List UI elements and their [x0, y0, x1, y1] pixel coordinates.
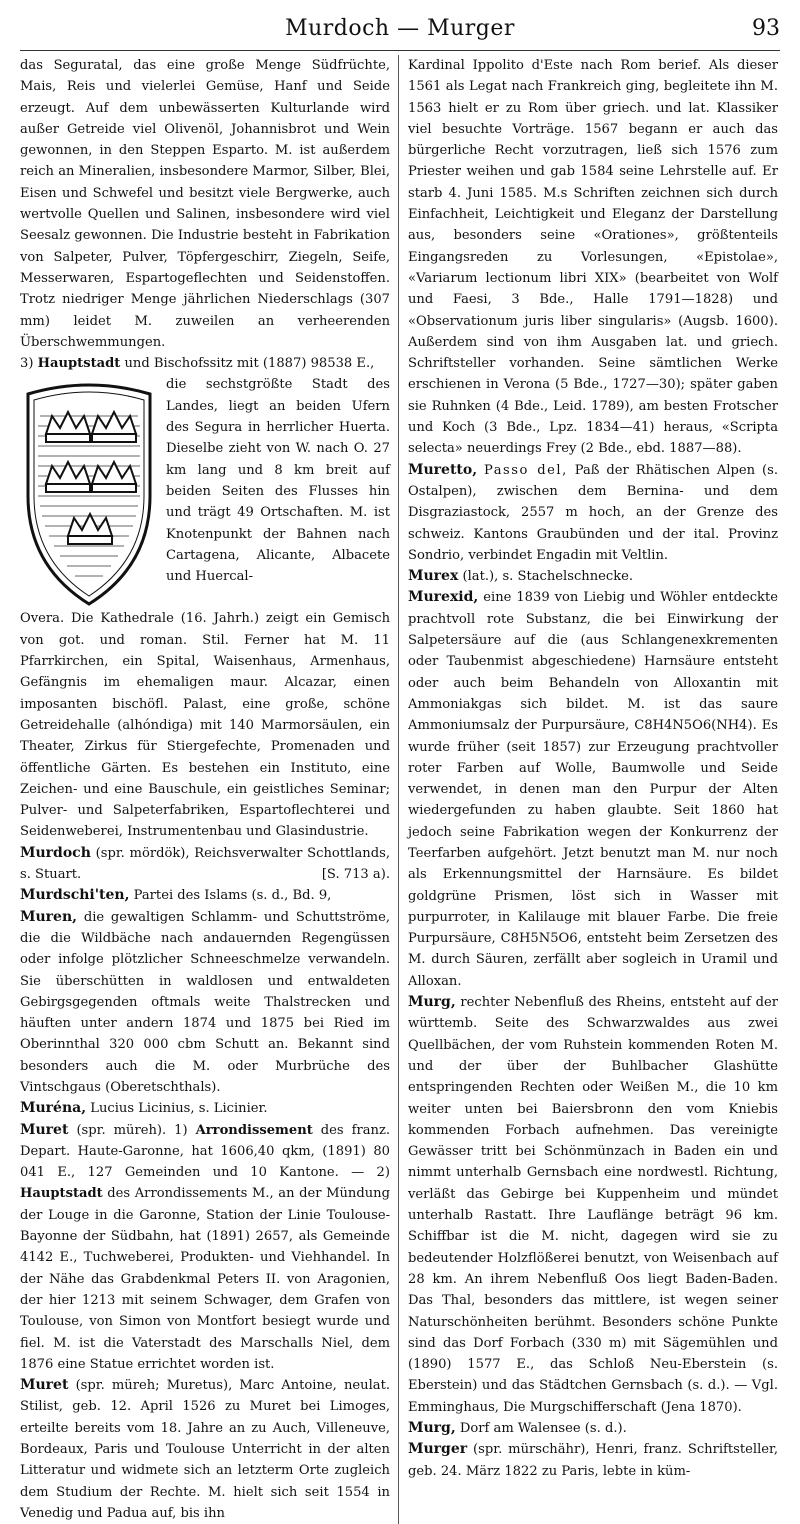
page-header — [20, 4, 780, 51]
entry-muret-2-cont: Kardinal Ippolito d'Este nach Rom berief. Als dieser 1561 als Legat nach Frankreich ging, begleitete ihn M. 1563 hielt er zu Rom über griech. und lat. Klassiker viel besuchte Vorträge. 1567 begann er auch das bürgerliche Recht vorzutragen, ließ sich 1576 zum Priester weihen und gab 1584 seine Lehrstelle auf. Er starb 4. Juni 1585. M.s Schriften zeichnen sich durch Einfachheit, Leichtigkeit und Eleganz der Darstellung aus, besonders seine «Orationes», größtenteils Eingangsreden zu Vorlesungen, «Epistolae», «Variarum lectionum libri XIX» (bearbeitet von Wolf und Faesi, 3 Bde., Halle 1791—1828) und «Observationum juris liber singularis» (Augsb. 1600). Außerdem sind von ihm Ausgaben lat. und griech. Schriftsteller vorhanden. Seine sämtlichen Werke erschienen in Verona (5 Bde., 1727—30); später gaben sie Ruhnken (4 Bde., Leid. 1789), am besten Frotscher und Koch (3 Bde., Lpz. 1834—41) heraus, «Scripta selecta» neuerdings Frey (2 Bde., ebd. 1887—88). — [408, 58, 778, 457]
entry-text: die sechstgrößte Stadt des Landes, liegt an beiden Ufern des Segura in herrlicher Huerta. Dieselbe zieht von W. nach O. 27 km lang und 8 km breit auf beiden Seiten des Flusses hin und trägt 49 Ortschaften. M. ist Knotenpunkt der Bahnen nach Cartagena, Alicante, Albacete und Huercal- — [166, 377, 390, 585]
headword: Murg, — [408, 994, 456, 1011]
entry-murger — [408, 1439, 778, 1482]
entry-murex — [408, 566, 778, 587]
subheading-arrondissement: Arrondissement — [195, 1122, 313, 1138]
entry-text: Partei des Islams (s. d., Bd. 9, — [133, 888, 332, 904]
headword: Muren, — [20, 908, 78, 925]
entry-murena — [20, 1098, 390, 1119]
entry-muret-2 — [20, 1375, 390, 1524]
entry-continuation: das Seguratal, das eine große Menge Südfrüchte, Mais, Reis und vielerlei Gemüse, Hanf und Seide erzeugt. Auf dem unbewässerten Kulturlande wird außer Getreide viel Olivenöl, Johannisbrot und Wein gewonnen, in den Steppen Esparto. M. ist außerdem reich an Mineralien, insbesondere Marmor, Silber, Blei, Eisen und Schwefel und besitzt viele Bergwerke, auch wertvolle Quellen und Salinen, insbesondere wird viel Seesalz gewonnen. Die Industrie besteht in Fabrikation von Salpeter, Pulver, Töpfergeschirr, Ziegeln, Seife, Messerwaren, Espartogeflechten und Seidenstoffen. Trotz niedriger Menge jährlichen Niederschlags (307 mm) leidet M. zuweilen an verheerenden Überschwemmungen. — [20, 58, 390, 350]
entry-text: des franz. Depart. Haute-Garonne, hat 1606,40 qkm, (1891) 80 041 E., 127 Gemeinden und 10 Kantone. — 2) — [20, 1122, 391, 1181]
entry-text: Dorf am Walensee (s. d.). — [459, 1421, 627, 1436]
subheading-hauptstadt: Hauptstadt — [37, 356, 121, 372]
page-number: 93 — [752, 16, 780, 41]
subheading-hauptstadt: Hauptstadt — [20, 1186, 103, 1202]
text-columns — [20, 55, 780, 1524]
left-column — [20, 55, 399, 1524]
entry-text: (spr. mördök), Reichsverwalter Schottlands, s. Stuart. — [20, 845, 390, 883]
headword: Murdoch — [20, 844, 91, 861]
entry-text: eine 1839 von Liebig und Wöhler entdeckte prachtvoll rote Substanz, die bei Einwirkung der Salpetersäure auf die (aus Schlangenexkrementen oder Taubenmist abgeschiedene) Harnsäure entsteht oder auch beim Behandeln von Alloxantin mit Ammoniakgas sich bildet. M. ist das saure Ammoniumsalz der Purpursäure, C8H4N5O6(NH4). Es wurde früher (seit 1857) zur Erzeugung prachtvoller roter Farben auf Wolle, Baumwolle und Seide verwendet, in denen man den Purpur der Alten wiedergefunden zu haben glaubte. Seit 1860 hat jedoch seine Fabrikation wegen der Konkurrenz der Teerfarben aufgehört. Jetzt benutzt man M. nur noch als Erkennungsmittel der Harnsäure. Es bildet goldgrüne Prismen, löst sich in Wasser mit purpurroter, in Kalilauge mit blauer Farbe. Die freie Purpursäure, C8H5N5O6, entsteht beim Zersetzen des M. durch Säuren, zerfällt aber sogleich in Uramil und Alloxan. — [408, 590, 778, 989]
headword: Muret — [20, 1377, 69, 1394]
coat-block — [20, 374, 390, 608]
entry-text: die gewaltigen Schlamm- und Schuttströme, die die Wildbäche nach andauernden Regengüssen oder infolge plötzlicher Schneeschmelze verwandeln. Sie überschütten in waldlosen und entwaldeten Gebirgsgegenden oftmals weite Thalstrecken und häuften unter andern 1874 und 1875 bei Ried im Oberinnthal 320 000 cbm Schutt an. Bekannt sind besonders auch die M. oder Murbrüche des Vintschgaus (Oberetschthals). — [20, 909, 390, 1095]
entry-text: und Bischofssitz mit (1887) 98538 E., — [124, 356, 375, 372]
entry-subtitle: Passo del, — [484, 462, 568, 478]
entry-text: (spr. mürschähr), Henri, franz. Schriftsteller, geb. 24. März 1822 zu Paris, lebte in küm- — [408, 1442, 778, 1479]
entry-text: (lat.), s. Stachelschnecke. — [462, 569, 634, 585]
coat-of-arms-icon — [20, 376, 158, 608]
headword: Murdschi'ten, — [20, 887, 130, 904]
headword: Murex — [408, 568, 459, 585]
headword: Murg, — [408, 1420, 456, 1436]
entry-hauptstadt-cont: Overa. Die Kathedrale (16. Jahrh.) zeigt ein Gemisch von got. und roman. Stil. Ferner hat M. 11 Pfarrkirchen, ein Spital, Waisenhaus, Armenhaus, Gefängnis im ehemaligen maur. Alcazar, einen imposanten bischöfl. Palast, eine große, schöne Getreidehalle (alhóndiga) mit 140 Marmorsäulen, ein Theater, Zirkus für Stiergefechte, Promenaden und öffentliche Gärten. Es bestehen ein Instituto, eine Zeichen- und eine Bauschule, ein geistliches Seminar; Pulver- und Salpeterfabriken, Espartoflechterei und Seidenweberei, Instrumentenbau und Glasindustrie. — [20, 611, 390, 840]
right-column — [399, 55, 778, 1524]
headword: Muréna, — [20, 1100, 87, 1117]
entry-text: (spr. müreh). 1) — [76, 1122, 188, 1138]
cross-reference: [S. 713 a). — [321, 867, 390, 883]
page-title: Murdoch — Murger — [285, 16, 515, 41]
entry-muren — [20, 907, 390, 1099]
entry-murexid — [408, 587, 778, 992]
headword: Murexid, — [408, 589, 479, 606]
entry-text: rechter Nebenfluß des Rheins, entsteht auf der württemb. Seite des Schwarzwaldes aus zwei Quellbächen, der vom Ruhstein kommenden Roten M. und der über der Buhlbacher Glashütte entspringenden Rechten oder Weißen M., die 10 km weiter unten bei Baiersbronn den vom Kniebis kommenden Forbach aufnehmen. Das vereinigte Gewässer tritt bei Schönmünzach in Baden ein und nimmt unterhalb Gernsbach eine nordwestl. Richtung, verläßt das Gebirge bei Kuppenheim und mündet unterhalb Rastatt. Ihre Lauflänge beträgt 96 km. Schiffbar ist die M. nicht, dagegen wird sie zu bedeutender Holzflößerei benutzt, von Weisenbach auf 28 km. An ihrem Nebenfluß Oos liegt Baden-Baden. Das Thal, besonders das mittlere, ist wegen seiner Naturschönheiten berühmt. Besonders schöne Punkte sind das Dorf Forbach (330 m) mit Sägemühlen und (1890) 1577 E., das Schloß Neu-Eberstein (s. Eberstein) und das Städtchen Gernsbach (s. d.). — Vgl. Emminghaus, Die Murgschifferschaft (Jena 1870). — [408, 995, 778, 1415]
entry-muret-1 — [20, 1120, 390, 1376]
entry-murdschiten — [20, 885, 390, 906]
entry-hauptstadt-intro — [20, 353, 390, 374]
headword: Murger — [408, 1441, 468, 1458]
entry-muretto — [408, 460, 778, 566]
entry-murg-village — [408, 1418, 778, 1439]
entry-text: (spr. müreh; Muretus), Marc Antoine, neulat. Stilist, geb. 12. April 1526 zu Muret bei Limoges, erteilte bereits vom 18. Jahre an zu Auch, Villeneuve, Bordeaux, Paris und Toulouse Unterricht in der alten Litteratur und widmete sich an letzterm Orte zugleich dem Studium der Rechte. M. hielt sich seit 1554 in Venedig und Padua auf, bis ihn — [20, 1378, 390, 1521]
headword: Muretto, — [408, 461, 478, 478]
entry-text: Paß der Rhätischen Alpen (s. Ostalpen), zwischen dem Bernina- und dem Disgraziastock, 2557 m hoch, an der Grenze des schweiz. Kantons Graubünden und der ital. Provinz Sondrio, verbindet Engadin mit Veltlin. — [408, 462, 778, 563]
entry-murg-river — [408, 992, 778, 1418]
entry-text: des Arrondissements M., an der Mündung der Louge in die Garonne, Station der Linie Toulouse-Bayonne der Südbahn, hat (1891) 2657, als Gemeinde 4142 E., Tuchweberei, Produkten- und Viehhandel. In der Nähe das Grabdenkmal Peters II. von Aragonien, der hier 1213 mit seinem Schwager, dem Grafen von Toulouse, von Simon von Montfort besiegt wurde und fiel. M. ist die Vaterstadt des Marschalls Niel, dem 1876 eine Statue errichtet worden ist. — [20, 1186, 390, 1372]
entry-murdoch — [20, 843, 390, 886]
entry-text: Lucius Licinius, s. Licinier. — [90, 1101, 268, 1117]
list-number: 3) — [20, 356, 34, 372]
headword: Muret — [20, 1121, 69, 1138]
